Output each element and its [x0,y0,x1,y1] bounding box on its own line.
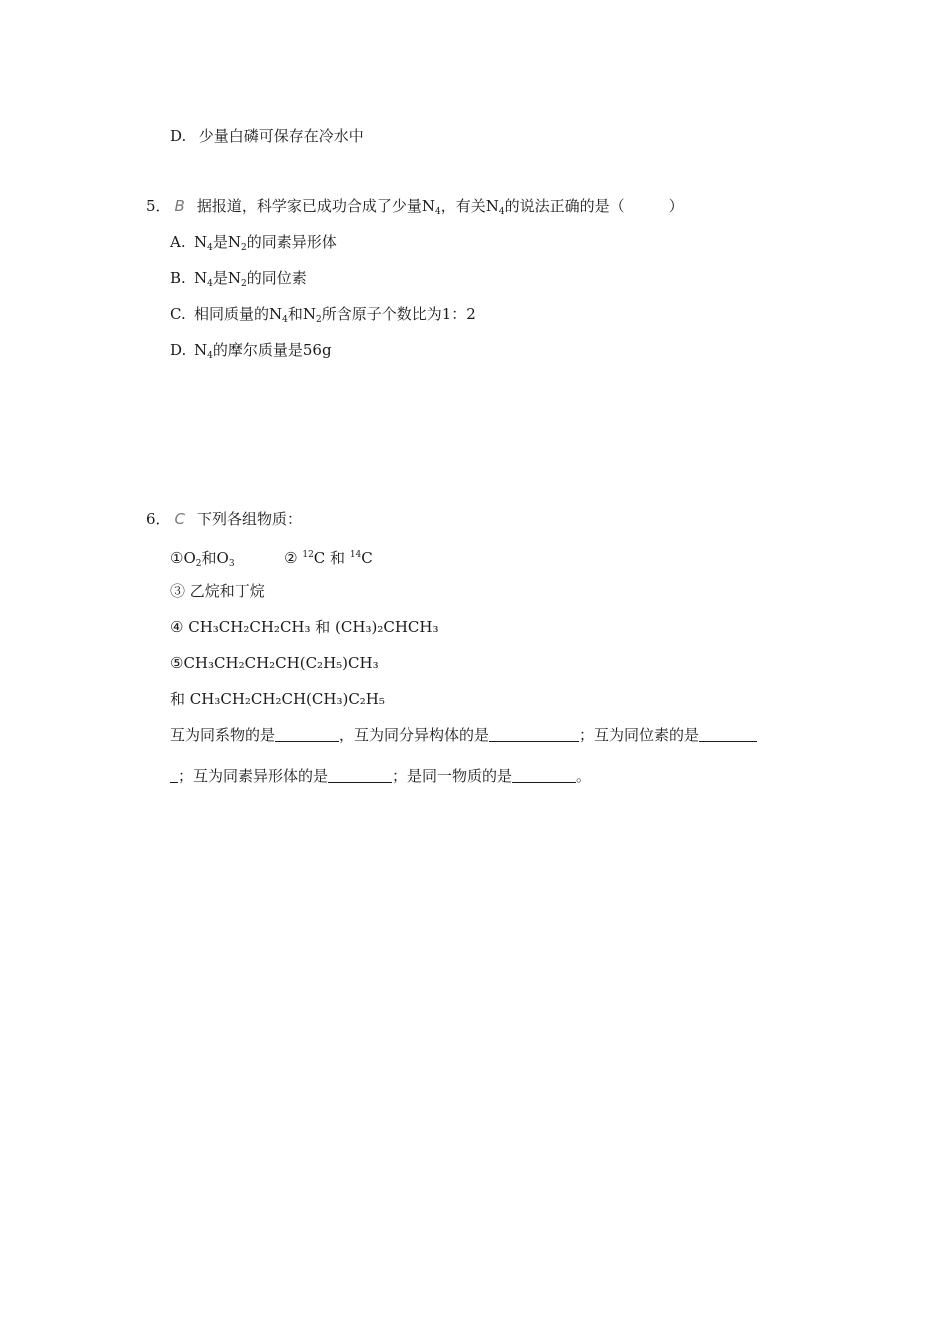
option-text: N [194,269,208,287]
item-text: 和O [201,549,229,567]
prompt-text: 。 [576,767,592,785]
q6-item-5 [170,653,379,673]
prompt-text: ；互为同位素的是 [579,726,700,744]
q5-option-c [170,304,476,330]
answer-blank-1[interactable] [275,727,339,742]
item-text: C 和 [313,549,350,567]
item-mark: ① [170,549,184,567]
q5-option-d [170,340,332,366]
q6-item-5-continued [170,689,385,709]
answer-tag: B [174,197,185,215]
option-text: N [194,233,208,251]
prompt-text: ；是同一物质的是 [392,767,513,785]
answer-blank-3[interactable] [699,727,757,742]
subscript: 4 [282,315,288,325]
option-text: 的同位素 [246,269,307,287]
answer-blank-3-continued[interactable] [170,768,178,783]
stem-text: 下列各组物质： [197,510,303,528]
answer-blank-5[interactable] [512,768,576,783]
item-mark: ④ [170,618,184,636]
prompt-text: ，互为同分异构体的是 [339,726,490,744]
item-text: 和 CH₃CH₂CH₂CH(CH₃)C₂H₅ [170,690,385,708]
question-number: 5． [146,197,171,215]
q5-stem [146,196,684,222]
answer-blank-2[interactable] [489,727,579,742]
prompt-text: 互为同系物的是 [170,726,276,744]
q5-option-a [170,232,337,258]
stem-text: 据报道，科学家已成功合成了少量N [196,197,435,215]
stem-text: ） [668,197,684,215]
subscript: 3 [228,559,235,569]
option-text: 是N [212,269,241,287]
q6-fill-line-2 [170,766,591,786]
subscript: 2 [316,315,322,325]
q6-item-1-2 [170,545,373,574]
option-label: D. [170,341,187,359]
q5-option-b [170,268,307,294]
subscript: 4 [207,351,213,361]
item-text: O [183,549,196,567]
prompt-text: ；互为同素异形体的是 [178,767,329,785]
stem-text: ，有关N [440,197,499,215]
subscript: 4 [207,243,213,253]
subscript: 4 [498,207,505,217]
subscript: 4 [434,207,441,217]
option-label: B. [170,269,186,287]
q6-stem [146,509,302,529]
item-text: CH₃CH₂CH₂CH₃ 和 (CH₃)₂CHCH₃ [188,618,439,636]
option-text: 和N [287,305,317,323]
option-text: 少量白磷可保存在冷水中 [198,127,364,145]
option-label: C. [170,305,186,323]
superscript: 14 [349,550,362,560]
item-text: 乙烷和丁烷 [189,582,265,600]
q4-option-d [170,126,364,146]
answer-blank-4[interactable] [328,768,392,783]
stem-text: 的说法正确的是（ [504,197,625,215]
option-text: 是N [212,233,241,251]
option-label: A. [170,233,186,251]
option-text: 相同质量的N [194,305,283,323]
option-label: D. [170,127,187,145]
subscript: 2 [195,559,202,569]
superscript: 12 [302,550,314,560]
q6-fill-line-1 [170,725,757,745]
subscript: 4 [207,279,213,289]
item-text: C [361,549,373,567]
question-number: 6． [146,510,171,528]
item-mark: ③ [170,582,186,600]
q6-item-3 [170,581,265,601]
subscript: 2 [241,279,247,289]
option-text: 所含原子个数比为1：2 [321,305,476,323]
option-text: N [194,341,208,359]
item-mark: ② [284,549,298,567]
option-text: 的摩尔质量是56g [212,341,332,359]
q6-item-4 [170,617,438,637]
item-text: CH₃CH₂CH₂CH(C₂H₅)CH₃ [183,654,379,672]
option-text: 的同素异形体 [246,233,337,251]
answer-tag: C [174,510,186,528]
item-mark: ⑤ [170,654,184,672]
subscript: 2 [241,243,247,253]
